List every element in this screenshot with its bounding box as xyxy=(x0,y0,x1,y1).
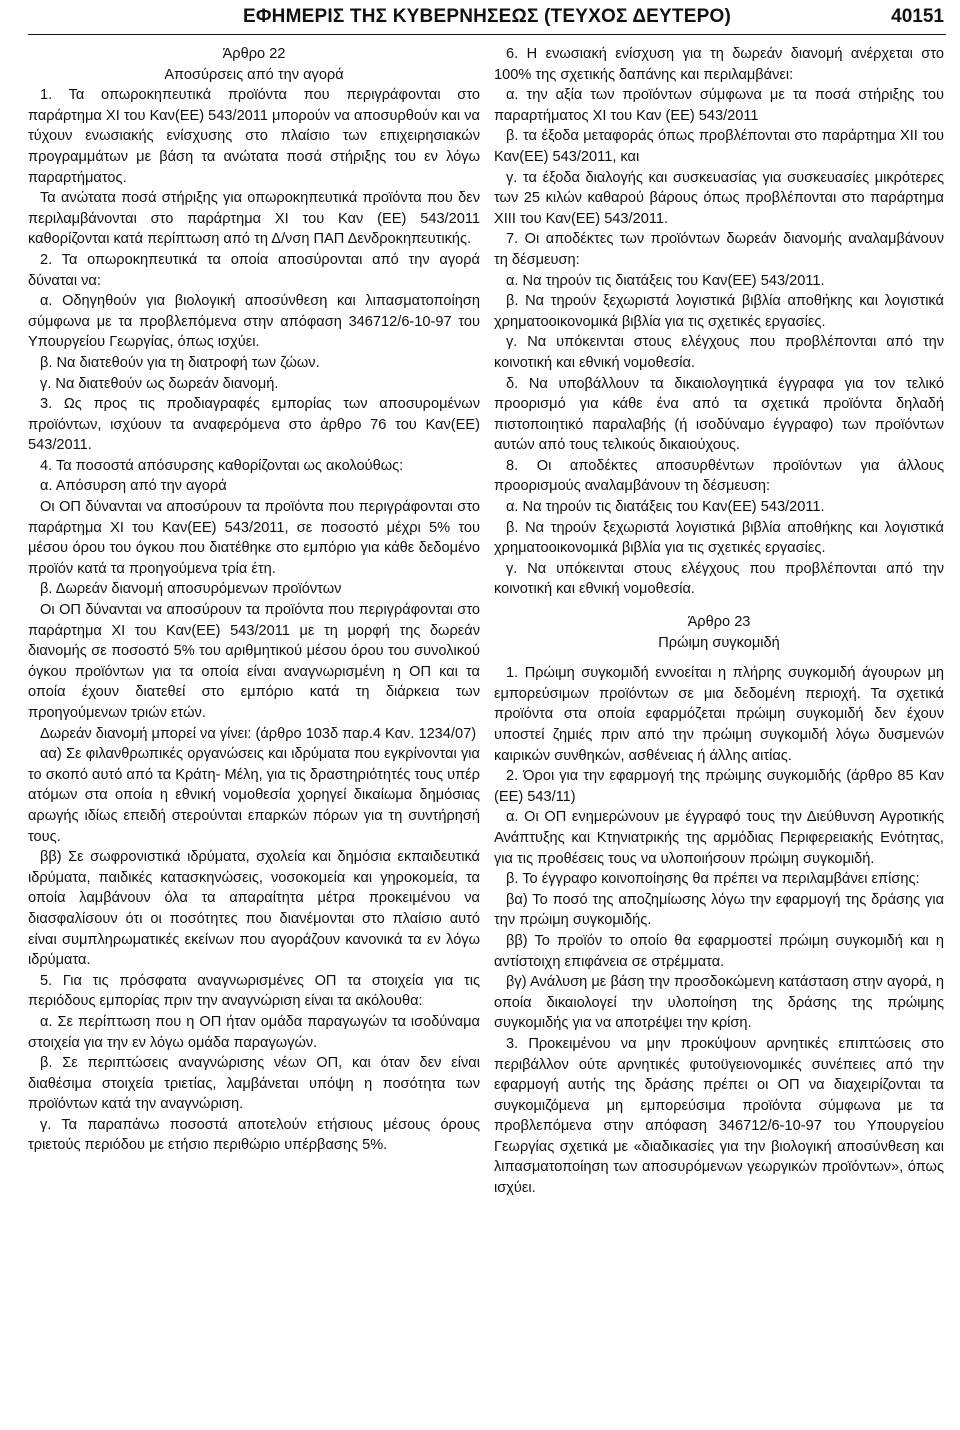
article-22-title: Αποσύρσεις από την αγορά xyxy=(164,66,344,83)
paragraph: α. Οδηγηθούν για βιολογική αποσύνθεση και λιπασματοποίηση σύμφωνα με τα προβλεπόμενα στην απόφαση 346712/6-10-97 του Υπουργείου Γεωργίας, όπως ισχύει. xyxy=(28,293,480,351)
paragraph: α. Να τηρούν τις διατάξεις του Καν(ΕΕ) 543/2011. xyxy=(506,499,825,516)
paragraph: 3. Προκειμένου να μην προκύψουν αρνητικές επιπτώσεις στο περιβάλλον ούτε αρνητικές φυτοϋγειονομικές συνέπειες από την εφαρμογή αυτής της δράσης πρέπει οι ΟΠ να διαχειρίζονται τα συγκομιζόμενα μη εμπορεύσιμα προϊόντα σύμφωνα με τα προβλεπόμενα στην απόφαση 346712/6-10-97 του Υπουργείου Γεωργίας σχετικά με «διαδικασίες για την βιολογική αποσύνθεση και λιπασματοποίηση των αποσυρόμενων γεωργικών προϊόντων», όπως ισχύει. xyxy=(494,1035,944,1197)
paragraph: 7. Οι αποδέκτες των προϊόντων δωρεάν διανομής αναλαμβάνουν τη δέσμευση: xyxy=(494,231,944,268)
paragraph: γ. τα έξοδα διαλογής και συσκευασίας για συσκευασίες μικρότερες των 25 κιλών καθαρού βάρους όπως προβλέπονται στο παράρτημα XIII του Καν(ΕΕ) 543/2011. xyxy=(494,169,944,227)
paragraph: γ. Να διατεθούν ως δωρεάν διανομή. xyxy=(40,375,279,392)
paragraph: 1. Τα οπωροκηπευτικά προϊόντα που περιγράφονται στο παράρτημα XI του Καν(ΕΕ) 543/2011 μπορούν να αποσυρθούν και να τύχουν ενωσιακής ενίσχυσης στο πλαίσιο των επιχειρησιακών προγραμμάτων με βάση τα ανώτατα ποσά στήριξης του εν λόγω παραρτήματος. xyxy=(28,87,480,186)
right-column xyxy=(494,44,944,1199)
paragraph: Οι ΟΠ δύνανται να αποσύρουν τα προϊόντα που περιγράφονται στο παράρτημα XI του Καν(ΕΕ) 543/2011 με τη μορφή της δωρεάν διανομής σε ποσοστό 5% του αριθμητικού μέσου όρου του συνολικού όγκου προϊόντων για τα οποία είναι αναγνωρισμένη η ΟΠ και τα οποία έχουν διατεθεί στο εμπόριο κατά τη διάρκεια των προηγούμενων τριών ετών. xyxy=(28,602,480,721)
paragraph: α. Απόσυρση από την αγορά xyxy=(40,478,227,495)
paragraph: Οι ΟΠ δύνανται να αποσύρουν τα προϊόντα που περιγράφονται στο παράρτημα XI του Καν(ΕΕ) 543/2011, σε ποσοστό μέχρι 5% του μέσου όρου του όγκου που διατέθηκε στο εμπόριο για κάθε δεδομένο προϊόν κατά τα προηγούμενα τρία έτη. xyxy=(28,499,480,577)
paragraph: 8. Οι αποδέκτες αποσυρθέντων προϊόντων για άλλους προορισμούς αναλαμβάνουν τη δέσμευση: xyxy=(494,457,944,495)
paragraph: α. Οι ΟΠ ενημερώνουν με έγγραφό τους την Διεύθυνση Αγροτικής Ανάπτυξης και Κτηνιατρικής της αρμόδιας Περιφερειακής Ενότητας, για τις προθέσεις τους να υλοποιήσουν πρώιμη συγκομιδή. xyxy=(494,809,944,867)
page-header xyxy=(28,0,946,35)
paragraph: Τα ανώτατα ποσά στήριξης για οπωροκηπευτικά προϊόντα που δεν περιλαμβάνονται στο παράρτημα XI του Καν (ΕΕ) 543/2011 καθορίζονται κατά περίπτωση από τη Δ/νση ΠΑΠ Δενδροκηπευτικής. xyxy=(28,190,480,248)
article-23-heading: Άρθρο 23 xyxy=(687,614,751,631)
paragraph: ββ) Σε σωφρονιστικά ιδρύματα, σχολεία και δημόσια εκπαιδευτικά ιδρύματα, παιδικές κατασκηνώσεις, νοσοκομεία και γηροκομεία, τα οποία λαμβάνουν όλα τα απαραίτητα μέτρα προκειμένου να διασφαλίσουν ότι οι ποσότητες που διανέμονται στο πλαίσιο αυτό είναι συμπληρωματικές εκείνων που αγοράζουν κανονικά τα εν λόγω ιδρύματα. xyxy=(28,849,480,969)
paragraph: α. την αξία των προϊόντων σύμφωνα με τα ποσά στήριξης του παραρτήματος XI του Καν (ΕΕ) 543/2011 xyxy=(494,87,944,124)
paragraph: ββ) Το προϊόν το οποίο θα εφαρμοστεί πρώιμη συγκομιδή και η αντίστοιχη επιφάνεια σε στρέμματα. xyxy=(494,932,944,970)
gazette-title: ΕΦΗΜΕΡΙΣ ΤΗΣ ΚΥΒΕΡΝΗΣΕΩΣ (ΤΕΥΧΟΣ ΔΕΥΤΕΡΟ) xyxy=(243,6,731,27)
paragraph: 5. Για τις πρόσφατα αναγνωρισμένες ΟΠ τα στοιχεία για τις περιόδους εμπορίας πριν την αναγνώριση είναι τα ακόλουθα: xyxy=(28,972,480,1010)
paragraph: 2. Όροι για την εφαρμογή της πρώιμης συγκομιδής (άρθρο 85 Καν (ΕΕ) 543/11) xyxy=(494,768,944,805)
paragraph: α. Να τηρούν τις διατάξεις του Καν(ΕΕ) 543/2011. xyxy=(506,272,825,289)
paragraph: 6. Η ενωσιακή ενίσχυση για τη δωρεάν διανομή ανέρχεται στο 100% της σχετικής δαπάνης και περιλαμβάνει: xyxy=(494,46,944,83)
paragraph: δ. Να υποβάλλουν τα δικαιολογητικά έγγραφα για τον τελικό προορισμό για κάθε ένα από τα σχετικά προϊόντα δηλαδή πιστοποιητικό παραλαβής (ή ισοδύναμο έγγραφο) των προϊόντων αυτών από τους τελικούς δικαιούχους. xyxy=(494,375,944,454)
paragraph: β. Να τηρούν ξεχωριστά λογιστικά βιβλία αποθήκης και λογιστικά χρηματοοικονομικά βιβλία για τις σχετικές εργασίες. xyxy=(494,519,944,557)
paragraph: α. Σε περίπτωση που η ΟΠ ήταν ομάδα παραγωγών τα ισοδύναμα στοιχεία για την εν λόγω ομάδα παραγωγών. xyxy=(28,1013,480,1051)
paragraph: β. Να διατεθούν για τη διατροφή των ζώων. xyxy=(40,354,320,371)
paragraph: γ. Να υπόκεινται στους ελέγχους που προβλέπονται από την κοινοτική και εθνική νομοθεσία. xyxy=(494,334,944,371)
left-column xyxy=(28,44,480,1156)
paragraph: β. Σε περιπτώσεις αναγνώρισης νέων ΟΠ, και όταν δεν είναι διαθέσιμα στοιχεία τριετίας, λαμβάνεται υπόψη η ποσότητα των προϊόντων κατά την αναγνώριση. xyxy=(28,1055,480,1113)
paragraph: 1. Πρώιμη συγκομιδή εννοείται η πλήρης συγκομιδή άγουρων μη εμπορεύσιμων προϊόντων σε μια δεδομένη περιοχή. Τα σχετικά προϊόντα στα οποία εφαρμόζεται πρώιμη συγκομιδή δεν έχουν υποστεί ζημιές πριν από την πρώιμη συγκομιδή λόγω δυσμενών καιρικών συνθηκών, ασθένειας ή άλλης αιτίας. xyxy=(494,665,944,764)
article-23-title: Πρώιμη συγκομιδή xyxy=(658,634,780,651)
paragraph: 2. Τα οπωροκηπευτικά τα οποία αποσύρονται από την αγορά δύναται να: xyxy=(28,251,480,289)
page-number: 40151 xyxy=(891,6,944,27)
article-22-heading: Άρθρο 22 xyxy=(222,46,286,62)
paragraph: β. Το έγγραφο κοινοποίησης θα πρέπει να περιλαμβάνει επίσης: xyxy=(506,871,920,888)
paragraph: 4. Τα ποσοστά απόσυρσης καθορίζονται ως ακολούθως: xyxy=(40,457,404,474)
paragraph: β. Δωρεάν διανομή αποσυρόμενων προϊόντων xyxy=(40,581,342,598)
paragraph: βα) Το ποσό της αποζημίωσης λόγω την εφαρμογή της δράσης για την πρώιμη συγκομιδής. xyxy=(494,891,944,929)
paragraph: β. Να τηρούν ξεχωριστά λογιστικά βιβλία αποθήκης και λογιστικά χρηματοοικονομικά βιβλία για τις σχετικές εργασίες. xyxy=(494,293,944,330)
paragraph: γ. Να υπόκεινται στους ελέγχους που προβλέπονται από την κοινοτική και εθνική νομοθεσία. xyxy=(494,560,944,598)
paragraph: βγ) Ανάλυση με βάση την προσδοκώμενη κατάσταση στην αγορά, η οποία δικαιολογεί την υλοποίηση της δράσης της πρώιμης συγκομιδής για να αποτρέψει την κρίση. xyxy=(494,974,944,1032)
paragraph: γ. Τα παραπάνω ποσοστά αποτελούν ετήσιους μέσους όρους τριετούς περιόδου με ετήσιο περιθώριο υπέρβασης 5%. xyxy=(28,1116,480,1154)
paragraph: 3. Ως προς τις προδιαγραφές εμπορίας των αποσυρομένων προϊόντων, ισχύουν τα αναφερόμενα στο άρθρο 76 του Καν(ΕΕ) 543/2011. xyxy=(28,396,480,454)
paragraph: β. τα έξοδα μεταφοράς όπως προβλέπονται στο παράρτημα XII του Καν(ΕΕ) 543/2011, και xyxy=(494,128,944,165)
paragraph: Δωρεάν διανομή μπορεί να γίνει: (άρθρο 103δ παρ.4 Καν. 1234/07) xyxy=(40,725,477,742)
paragraph: αα) Σε φιλανθρωπικές οργανώσεις και ιδρύματα που εγκρίνονται για το σκοπό αυτό από τα Κράτη- Μέλη, για τις δραστηριότητές τους υπέρ ατόμων στα οποία η εθνική νομοθεσία χορηγεί δικαίωμα δημόσιας αρωγής ιδίως επειδή στερούνται επαρκών πόρων για τη συντήρησή τους. xyxy=(28,746,480,845)
